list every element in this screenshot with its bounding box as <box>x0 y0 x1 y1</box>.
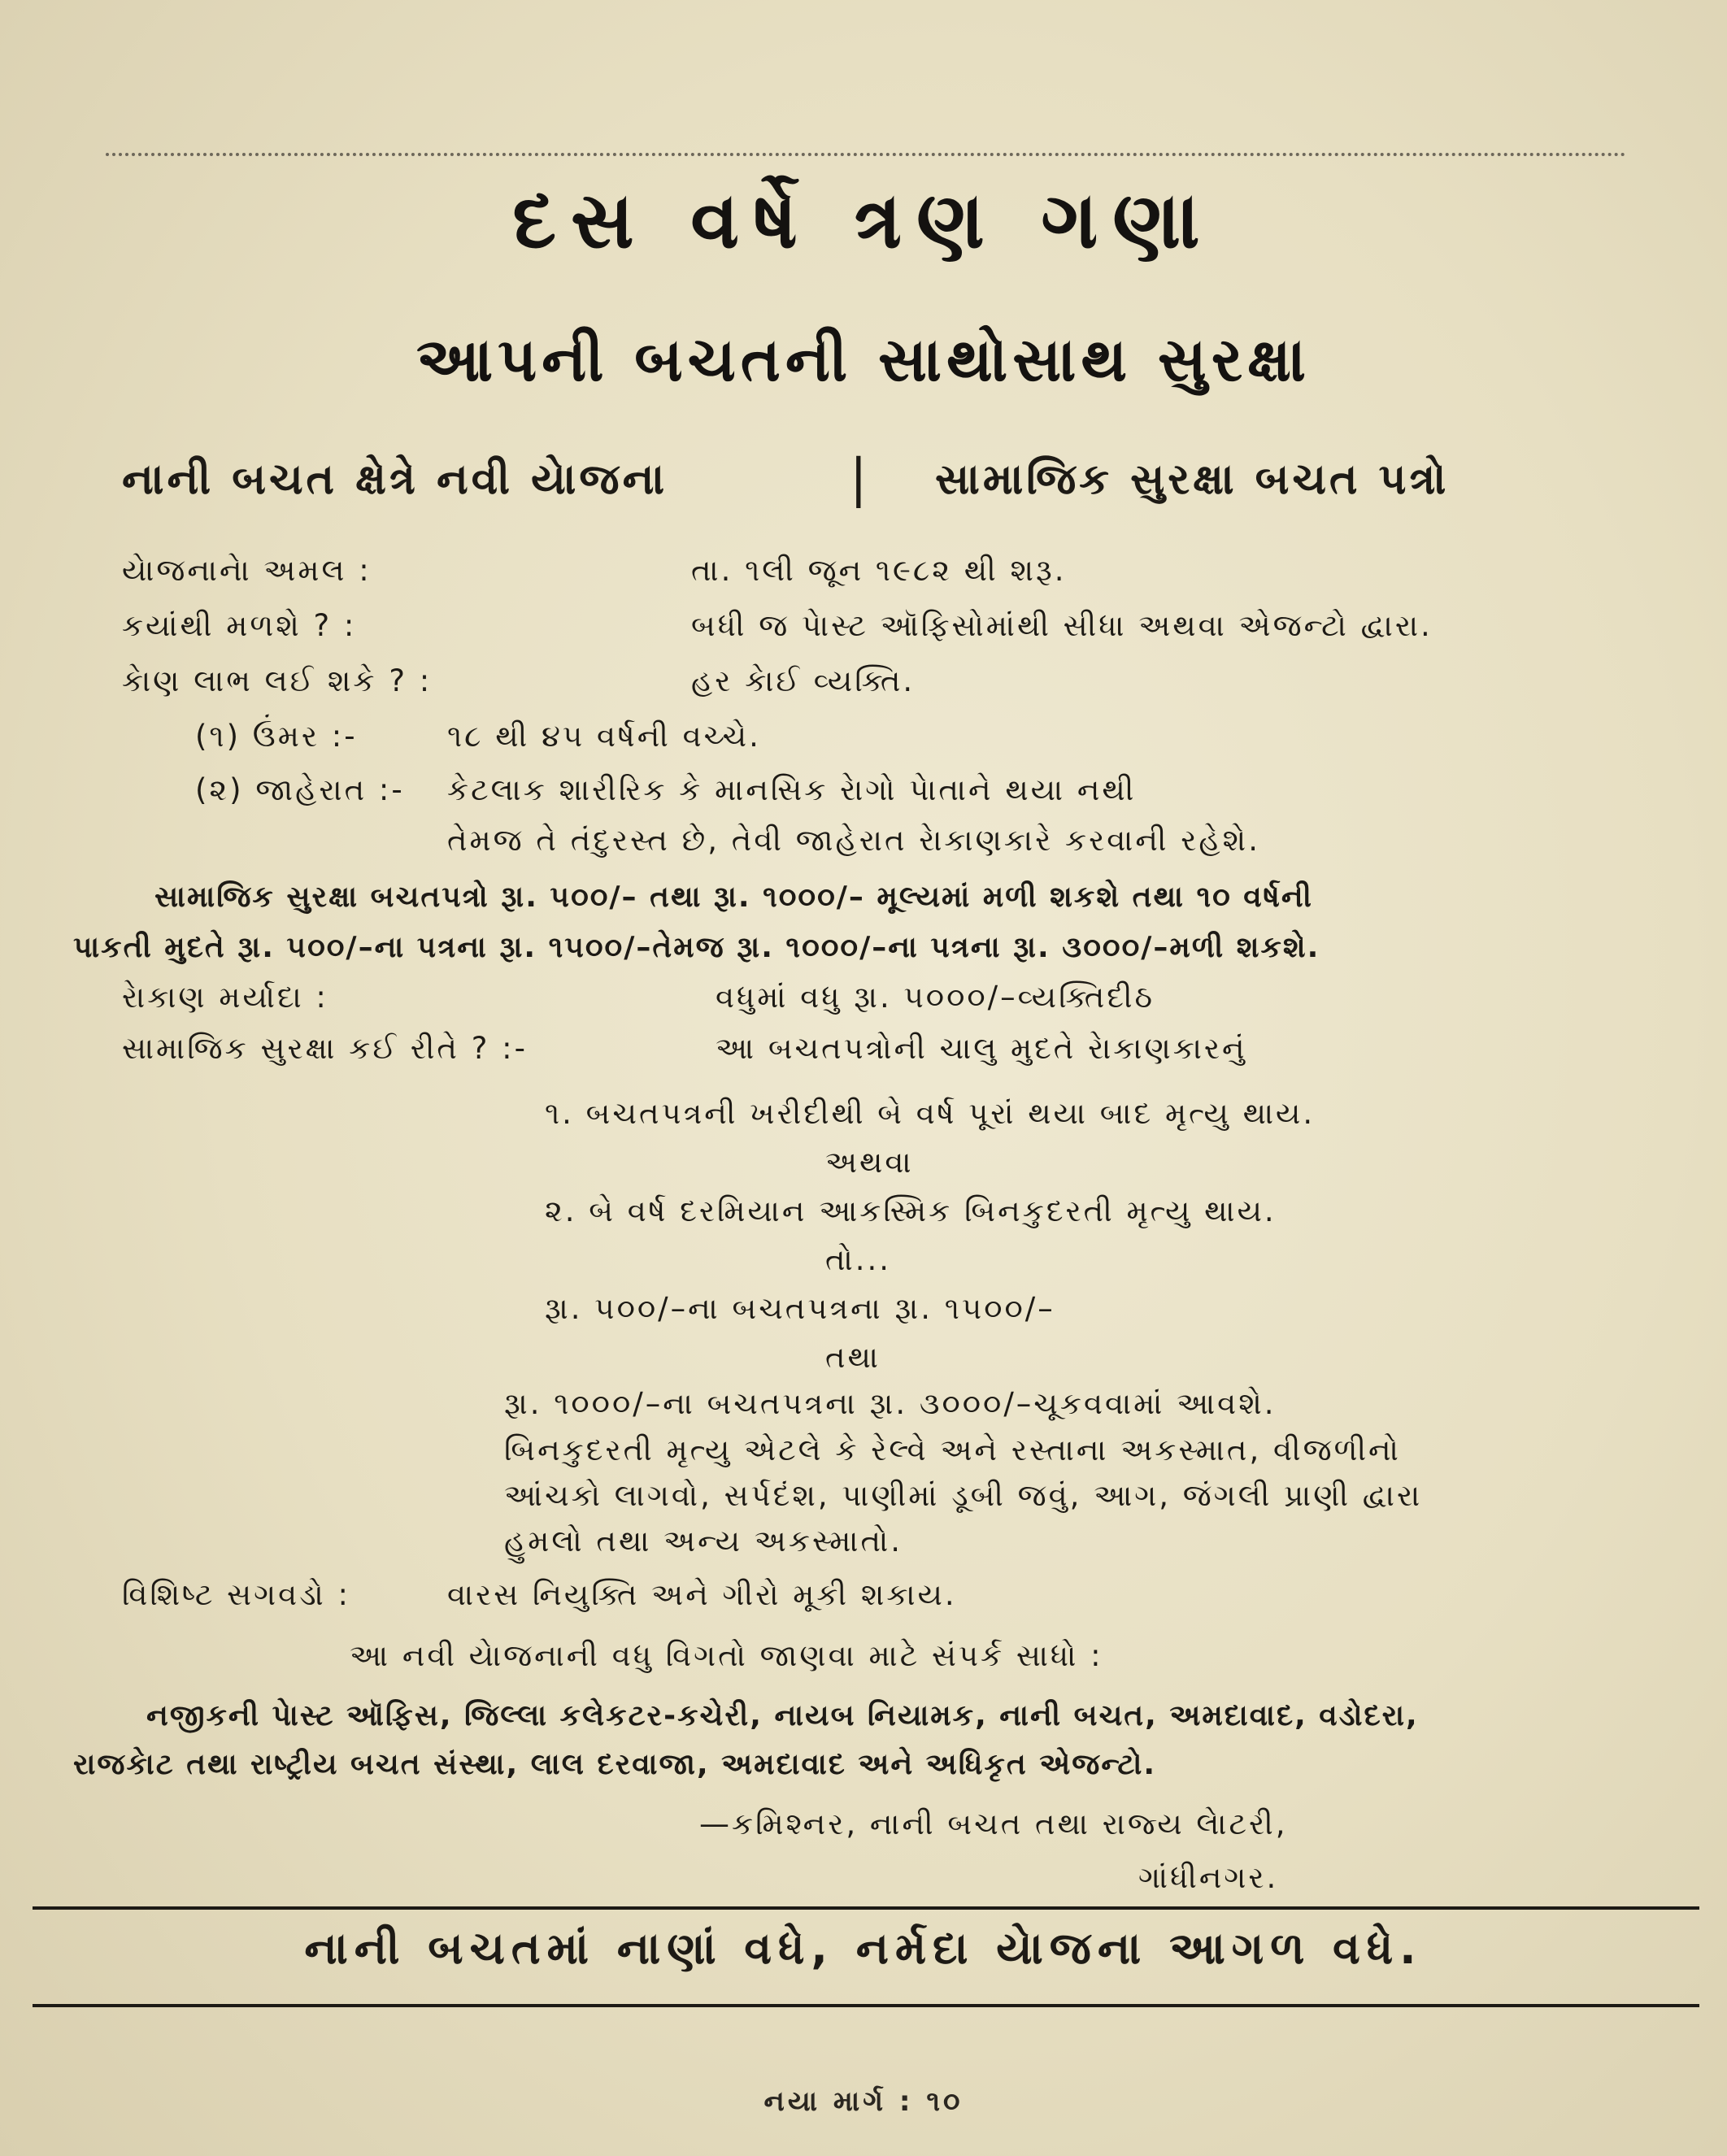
detail-value-start: તા. ૧લી જૂન ૧૯૮૨ થી શરૂ. <box>691 553 1067 588</box>
detail-value-where: બધી જ પેાસ્ટ ઑફિસોમાંથી સીધા અથવા એજન્ટો દ્વારા. <box>691 608 1433 643</box>
contact-line-2: રાજકેાટ તથા રાષ્ટ્રીય બચત સંસ્થા, લાલ દરવાજા, અમદાવાદ અને અધિકૃત એજન્ટો. <box>73 1748 1156 1781</box>
and-text: તથા <box>825 1340 881 1375</box>
special-value: વારસ નિયુક્તિ અને ગીરો મૂકી શકાય. <box>447 1577 957 1612</box>
how-value: આ બચતપત્રોની ચાલુ મુદતે રેાકાણકારનું <box>716 1031 1247 1066</box>
detail-value-who: હર કેાઈ વ્યક્તિ. <box>691 663 916 698</box>
top-dotted-rule <box>106 153 1626 156</box>
paragraph-line-1: સામાજિક સુરક્ષા બચતપત્રો રૂા. ૫૦૦/– તથા રૂા. ૧૦૦૦/– મૂલ્યમાં મળી શકશે તથા ૧૦ વર્ષની <box>154 880 1313 914</box>
condition-value-age: ૧૮ થી ૪૫ વર્ષની વચ્ચે. <box>447 719 761 754</box>
case-2: ૨. બે વર્ષ દરમિયાન આકસ્મિક બિનકુદરતી મૃત્યુ થાય. <box>545 1193 1277 1228</box>
condition-value-declaration: કેટલાક શારીરિક કે માનસિક રેાગો પેાતાને થયા નથી <box>447 772 1137 807</box>
contact-intro: આ નવી યેાજનાની વધુ વિગતો જાણવા માટે સંપર્ક સાધો : <box>350 1638 1103 1673</box>
definition-line-1: બિનકુદરતી મૃત્યુ એટલે કે રેલ્વે અને રસ્તાના અકસ્માત, વીજળીનો <box>504 1432 1401 1467</box>
scheme-heading-left: નાની બચત ક્ષેત્રે નવી યેાજના <box>122 455 668 504</box>
case-1: ૧. બચતપત્રની ખરીદીથી બે વર્ષ પૂરાં થયા બાદ મૃત્યુ થાય. <box>545 1096 1316 1131</box>
slogan-top-rule <box>33 1906 1699 1910</box>
slogan: નાની બચતમાં નાણાં વધે, નર્મદા યેાજના આગળ વધે. <box>304 1923 1423 1974</box>
scheme-heading-right: સામાજિક સુરક્ષા બચત પત્રો <box>935 455 1450 504</box>
detail-label-who: કેાણ લાભ લઈ શકે ? : <box>122 663 433 698</box>
condition-label-declaration: (૨) જાહેરાત :- <box>195 772 405 807</box>
definition-line-3: હુમલો તથા અન્ય અકસ્માતો. <box>504 1524 903 1558</box>
detail-label-start: યેાજનાનેા અમલ : <box>122 553 372 588</box>
page-subtitle: આપની બચતની સાથોસાથ સુરક્ષા <box>416 325 1311 395</box>
special-label: વિશિષ્ટ સગવડો : <box>122 1577 350 1612</box>
paragraph-line-2: પાકતી મુદતે રૂા. ૫૦૦/–ના પત્રના રૂા. ૧૫૦૦/–તેમજ રૂા. ૧૦૦૦/–ના પત્રના રૂા. ૩૦૦૦/–મળી શકશે. <box>73 931 1320 964</box>
then-text: તો... <box>825 1242 892 1277</box>
condition-label-age: (૧) ઉંમર :- <box>195 719 358 754</box>
page-number: નયા માર્ગ : ૧૦ <box>763 2085 964 2118</box>
heading-separator: | <box>850 449 868 509</box>
or-text: અથવા <box>825 1145 914 1180</box>
payout-1: રૂા. ૫૦૦/–ના બચતપત્રના રૂા. ૧૫૦૦/– <box>545 1291 1055 1326</box>
definition-line-2: આંચકો લાગવો, સર્પદંશ, પાણીમાં ડૂબી જવું, આગ, જંગલી પ્રાણી દ્વારા <box>504 1478 1423 1513</box>
limit-label: રેાકાણ મર્યાદા : <box>122 980 328 1015</box>
limit-value: વધુમાં વધુ રૂા. ૫૦૦૦/–વ્યક્તિદીઠ <box>716 980 1155 1015</box>
slogan-bottom-rule <box>33 2004 1699 2007</box>
how-label: સામાજિક સુરક્ષા કઈ રીતે ? :- <box>122 1031 528 1066</box>
contact-line-1: નજીકની પેાસ્ટ ઑફિસ, જિલ્લા કલેકટર-કચેરી, નાયબ નિયામક, નાની બચત, અમદાવાદ, વડોદરા, <box>146 1699 1419 1732</box>
condition-value-declaration-cont: તેમજ તે તંદુરસ્ત છે, તેવી જાહેરાત રેાકાણકારે કરવાની રહેશે. <box>447 823 1260 858</box>
detail-label-where: કયાંથી મળશે ? : <box>122 608 357 643</box>
signature-line-1: —કમિશ્નર, નાની બચત તથા રાજ્ય લેાટરી, <box>699 1806 1288 1841</box>
signature-line-2: ગાંધીનગર. <box>1138 1860 1279 1895</box>
payout-2: રૂા. ૧૦૦૦/–ના બચતપત્રના રૂા. ૩૦૦૦/–ચૂકવવામાં આવશે. <box>504 1386 1277 1421</box>
page-title: દસ વર્ષે ત્રણ ગણા <box>512 175 1215 266</box>
